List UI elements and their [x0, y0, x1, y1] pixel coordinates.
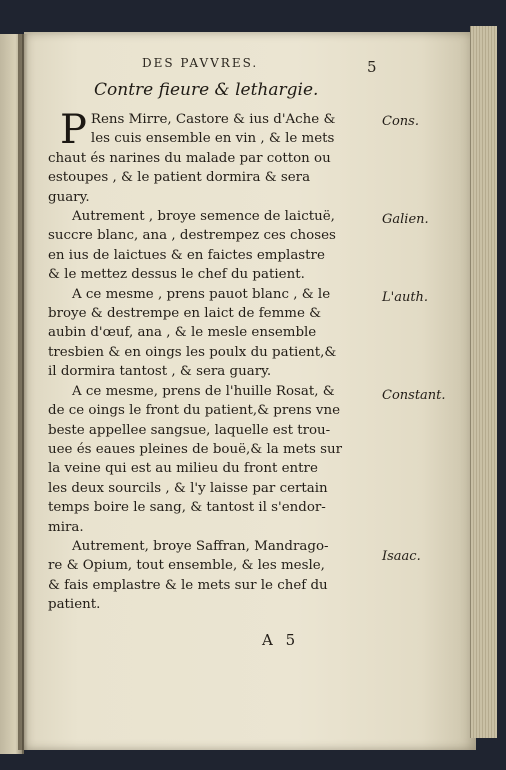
- margin-note: Cons.: [382, 114, 419, 129]
- paragraph: [48, 537, 378, 615]
- text-line: A ce mesme , prens pauot blanc , & le: [72, 286, 331, 302]
- margin-note: Galien.: [382, 212, 429, 227]
- text-line: temps boire le sang, & tantost il s'endor-: [48, 500, 326, 516]
- text-line: Autrement, broye Saffran, Mandrago-: [72, 538, 329, 554]
- margin-note: L'auth.: [382, 290, 429, 305]
- text-line: guary.: [48, 189, 90, 205]
- text-line: patient.: [48, 597, 101, 613]
- paragraph: [48, 285, 378, 382]
- margin-note: Isaac.: [382, 549, 421, 564]
- gutter-shadow: [18, 34, 28, 750]
- text-line: mira.: [48, 519, 84, 535]
- text-line: succre blanc, ana , destrempez ces choses: [48, 228, 336, 244]
- page-stack-edge: [470, 26, 497, 738]
- text-line: en ius de laictues & en faictes emplastre: [48, 247, 325, 263]
- text-line: les deux sourcils , & l'y laisse par certain: [48, 480, 328, 496]
- text-line: estoupes , & le patient dormira & sera: [48, 170, 311, 186]
- text-line: tresbien & en oings les poulx du patient,&: [48, 344, 337, 360]
- text-line: uee és eaues pleines de bouë,& la mets sur: [48, 441, 343, 457]
- running-head: DES PAVVRES.: [142, 56, 259, 70]
- text-line: aubin d'œuf, ana , & le mesle ensemble: [48, 325, 317, 341]
- paragraph: [48, 107, 378, 207]
- paragraph: [48, 382, 378, 537]
- text-line: Autrement , broye semence de laictuë,: [72, 209, 335, 225]
- text-line: de ce oings le front du patient,& prens vne: [48, 403, 341, 419]
- text-line: A ce mesme, prens de l'huille Rosat, &: [72, 383, 335, 399]
- text-line: & le mettez dessus le chef du patient.: [48, 267, 305, 283]
- paragraph: [48, 207, 378, 285]
- section-title: Contre fieure & lethargie.: [94, 80, 319, 100]
- text-line: il dormira tantost , & sera guary.: [48, 364, 272, 380]
- text-line: chaut és narines du malade par cotton ou: [48, 150, 331, 166]
- text-line: re & Opium, tout ensemble, & les mesle,: [48, 558, 325, 574]
- body-text: [48, 107, 378, 615]
- signature-mark: A 5: [262, 631, 300, 649]
- drop-cap: P: [60, 107, 87, 153]
- text-line: la veine qui est au milieu du front entre: [48, 461, 318, 477]
- text-line: broye & destrempe en laict de femme &: [48, 306, 322, 322]
- text-line: Rens Mirre, Castore & ius d'Ache &: [90, 112, 336, 127]
- page-number: 5: [367, 58, 377, 76]
- margin-note: Constant.: [382, 388, 446, 403]
- text-line: beste appellee sangsue, laquelle est trou-: [48, 422, 331, 438]
- text-line: & fais emplastre & le mets sur le chef du: [48, 577, 328, 593]
- text-line: les cuis ensemble en vin , & le mets: [90, 131, 335, 147]
